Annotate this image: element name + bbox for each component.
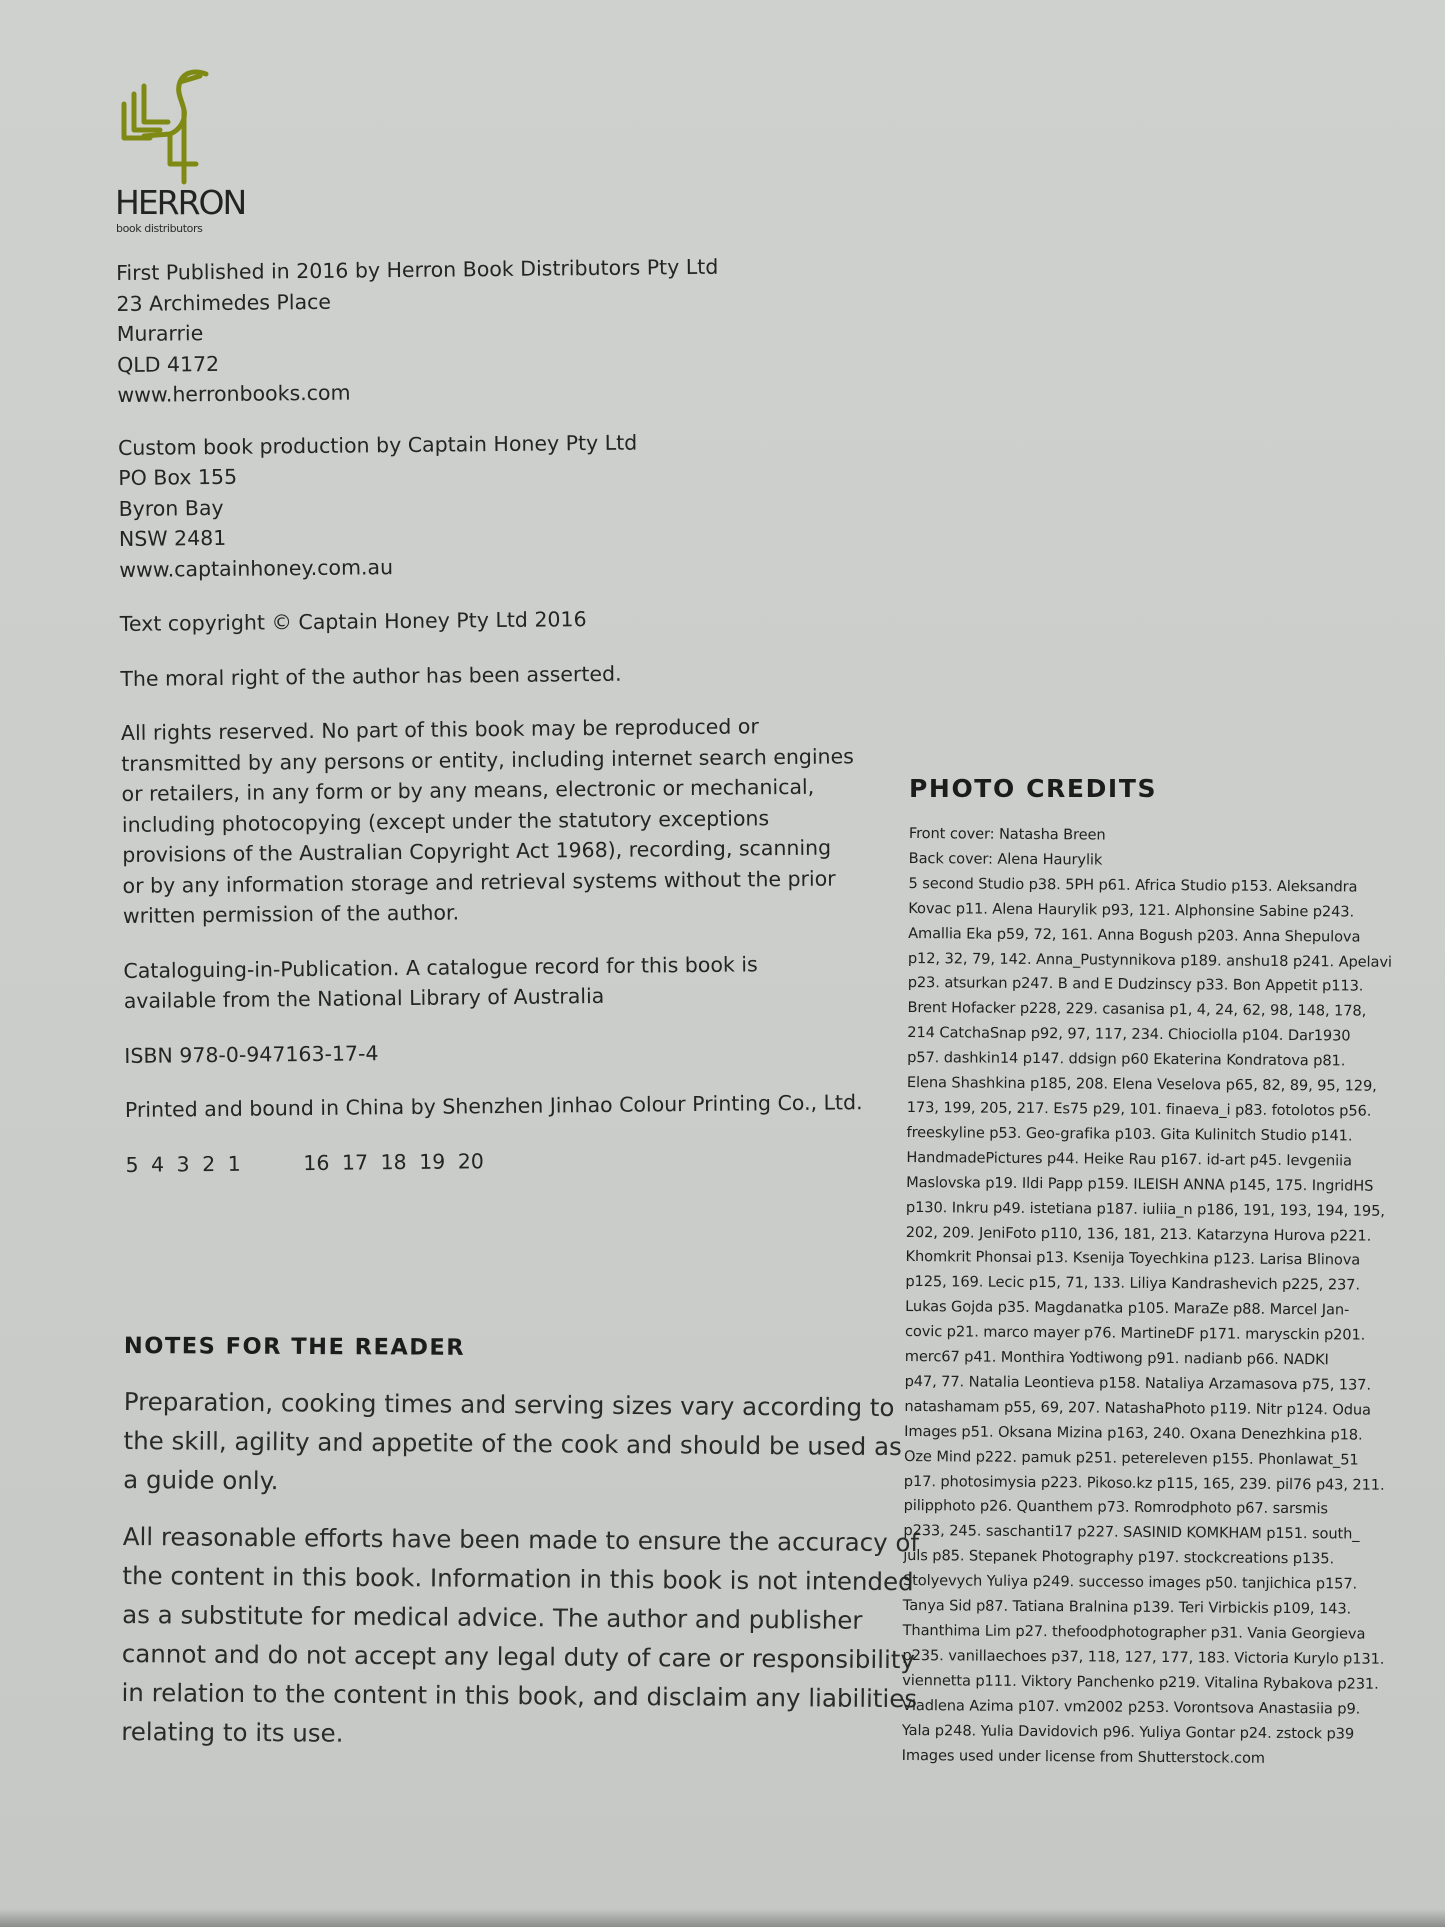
production-website: www.captainhoney.com.au [119, 554, 394, 582]
rights-line: or by any information storage and retrieval systems without the prior [122, 865, 836, 898]
notes-heading: NOTES FOR THE READER [123, 1333, 466, 1361]
credit-line: Images used under license from Shutterstock.com [901, 1746, 1265, 1767]
credit-line: Yala p248. Yulia Davidovich p96. Yuliya Gontar p24. zstock p39 [901, 1721, 1355, 1743]
credit-line: 214 CatchaSnap p92, 97, 117, 234. Chiociolla p104. Dar1930 [907, 1024, 1351, 1045]
credit-line: natashamam p55, 69, 207. NatashaPhoto p119. Nitr p124. Odua [904, 1397, 1371, 1419]
credit-line: merc67 p41. Monthira Yodtiwong p91. nadianb p66. NADKI [904, 1348, 1329, 1369]
notes-line: the skill, agility and appetite of the cook and should be used as [123, 1425, 902, 1462]
edition-numbers: 5 4 3 2 1 16 17 18 19 20 [125, 1148, 484, 1177]
credit-line: Thanthima Lim p27. thefoodphotographer p31. Vania Georgieva [902, 1621, 1366, 1643]
credit-line: Vladlena Azima p107. vm2002 p253. Vorontsova Anastasiia p9. [901, 1696, 1361, 1718]
credit-line: 5 second Studio p38. 5PH p61. Africa Studio p153. Aleksandra [908, 874, 1358, 896]
moral-right: The moral right of the author has been asserted. [120, 661, 622, 691]
credit-line: p12, 32, 79, 142. Anna_Pustynnikova p189. anshu18 p241. Apelavi [907, 949, 1392, 971]
cataloguing-paragraph [123, 948, 864, 1017]
page-edge-shadow [0, 1909, 1445, 1927]
publisher-line: Murarrie [116, 321, 204, 346]
credit-line: p23. atsurkan p247. B and E Dudzinscy p33. Bon Appetit p113. [907, 974, 1364, 996]
cataloguing-line: Cataloguing-in-Publication. A catalogue record for this book is [123, 951, 758, 983]
notes-line: cannot and do not accept any legal duty of care or responsibility [121, 1638, 916, 1675]
printer-info: Printed and bound in China by Shenzhen Jinhao Colour Printing Co., Ltd. [124, 1090, 863, 1122]
notes-line: Preparation, cooking times and serving sizes vary according to [123, 1386, 895, 1423]
credit-line: 173, 199, 205, 217. Es75 p29, 101. finaeva_i p83. fotolotos p56. [906, 1098, 1372, 1120]
herron-logo [114, 64, 244, 186]
photo-credits-heading: PHOTO CREDITS [909, 774, 1158, 803]
notes-line: as a substitute for medical advice. The author and publisher [122, 1599, 863, 1635]
production-line: Byron Bay [118, 495, 224, 521]
rights-paragraph [121, 710, 863, 931]
notes-paragraph [123, 1382, 902, 1505]
credit-line: Tanya Sid p87. Tatiana Bralnina p139. Teri Virbickis p109, 143. [902, 1597, 1352, 1618]
rights-line: All rights reserved. No part of this book may be reproduced or [120, 714, 759, 745]
publisher-address [116, 250, 858, 410]
credit-line: p125, 169. Lecic p15, 71, 133. Liliya Kandrashevich p225, 237. [905, 1273, 1361, 1294]
credit-line: p130. Inkru p49. istetiana p187. iuliia_n p186, 191, 193, 194, 195, [905, 1198, 1385, 1220]
heron-bird-icon [114, 64, 210, 186]
rights-line: transmitted by any persons or entity, including internet search engines [121, 743, 854, 776]
rights-line: written permission of the author. [122, 900, 460, 928]
notes-line: the content in this book. Information in this book is not intended [122, 1560, 914, 1597]
notes-line: relating to its use. [121, 1716, 344, 1748]
credit-line: p17. photosimysia p223. Pikoso.kz p115, 165, 239. pil76 p43, 211. [903, 1472, 1385, 1494]
credit-line: p235. vanillaechoes p37, 118, 127, 177, 183. Victoria Kurylo p131. [902, 1646, 1385, 1668]
publisher-line: 23 Archimedes Place [116, 289, 332, 316]
notes-body [121, 1382, 920, 1775]
credit-line: Brent Hofacker p228, 229. casanisa p1, 4, 24, 62, 98, 148, 178, [907, 999, 1367, 1020]
credit-line: Elena Shashkina p185, 208. Elena Veselova p65, 82, 89, 95, 129, [906, 1074, 1377, 1095]
credit-line: Maslovska p19. Ildi Papp p159. ILEISH ANNA p145, 175. IngridHS [906, 1173, 1374, 1195]
credit-line: 202, 209. JeniFoto p110, 136, 181, 213. Katarzyna Hurova p221. [905, 1223, 1372, 1245]
logo-subtitle: book distributors [116, 222, 203, 235]
credit-line: Kovac p11. Alena Haurylik p93, 121. Alphonsine Sabine p243. [908, 899, 1355, 921]
credit-line: Khomkrit Phonsai p13. Ksenija Toyechkina p123. Larisa Blinova [905, 1248, 1361, 1269]
credit-line: Oze Mind p222. pamuk p251. petereleven p155. Phonlawat_51 [903, 1447, 1359, 1469]
publisher-line: QLD 4172 [116, 351, 220, 377]
notes-paragraph [121, 1517, 920, 1757]
credit-line: pilipphoto p26. Quanthem p73. Romrodphoto p67. sarsmis [903, 1497, 1329, 1518]
publisher-website: www.herronbooks.com [117, 380, 351, 407]
credit-line: p57. dashkin14 p147. ddsign p60 Ekaterina Kondratova p81. [907, 1049, 1346, 1070]
rights-line: including photocopying (except under the statutory exceptions [121, 805, 770, 837]
cataloguing-line: available from the National Library of Australia [123, 983, 605, 1013]
credit-line: juls p85. Stepanek Photography p197. stockcreations p135. [903, 1547, 1335, 1568]
photo-credits-list [902, 822, 1399, 1772]
credit-line: viennetta p111. Viktory Panchenko p219. Vitalina Rybakova p231. [902, 1671, 1379, 1693]
notes-line: All reasonable efforts have been made to ensure the accuracy of [122, 1521, 920, 1558]
credit-line: Back cover: Alena Haurylik [908, 849, 1103, 869]
production-address [118, 425, 860, 585]
production-line: PO Box 155 [118, 464, 238, 490]
credit-line: Stolyevych Yuliya p249. successo images p50. tanjichica p157. [902, 1572, 1358, 1593]
credit-line: covic p21. marco mayer p76. MartineDF p171. marysckin p201. [904, 1323, 1366, 1344]
isbn: ISBN 978-0-947163-17-4 [124, 1040, 379, 1068]
credit-line: Front cover: Natasha Breen [908, 824, 1106, 844]
production-line: NSW 2481 [118, 525, 227, 551]
imprint-column [116, 250, 866, 1180]
credit-line: p233, 245. saschanti17 p227. SASINID KOMKHAM p151. south_ [903, 1522, 1360, 1543]
publisher-line: First Published in 2016 by Herron Book Distributors Pty Ltd [116, 254, 719, 285]
production-line: Custom book production by Captain Honey Pty Ltd [117, 430, 638, 460]
rights-line: provisions of the Australian Copyright Act 1968), recording, scanning [122, 835, 832, 867]
credit-line: p47, 77. Natalia Leontieva p158. Nataliya Arzamasova p75, 137. [904, 1372, 1372, 1394]
credit-line: Lukas Gojda p35. Magdanatka p105. MaraZe p88. Marcel Jan- [905, 1298, 1350, 1319]
logo-wordmark: HERRON [115, 183, 246, 222]
copyright-notice: Text copyright © Captain Honey Pty Ltd 2016 [119, 607, 587, 636]
rights-line: or retailers, in any form or by any means, electronic or mechanical, [121, 774, 815, 806]
credit-line: Amallia Eka p59, 72, 161. Anna Bogush p203. Anna Shepulova [908, 924, 1361, 946]
credit-line: Images p51. Oksana Mizina p163, 240. Oxana Denezhkina p18. [904, 1422, 1363, 1444]
notes-line: a guide only. [123, 1464, 279, 1496]
credit-line: freeskyline p53. Geo-grafika p103. Gita Kulinitch Studio p141. [906, 1123, 1353, 1145]
notes-line: in relation to the content in this book, and disclaim any liabilities [121, 1677, 918, 1714]
credit-line: HandmadePictures p44. Heike Rau p167. id-art p45. Ievgeniia [906, 1148, 1352, 1170]
